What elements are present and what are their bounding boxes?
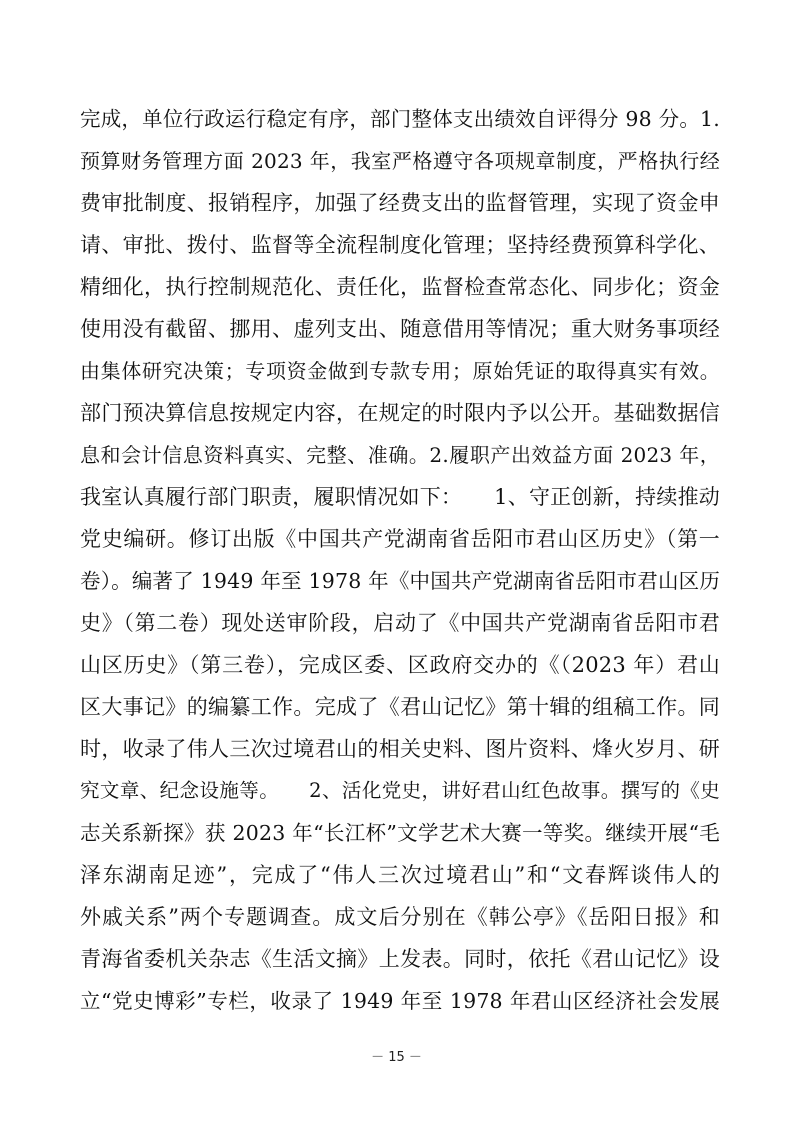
text-line: 党史编研。修订出版《中国共产党湖南省岳阳市君山区历史》（第一 xyxy=(80,527,720,551)
text-line: 卷）。编著了 1949 年至 1978 年《中国共产党湖南省岳阳市君山区历 xyxy=(80,569,721,593)
text-line: 区大事记》的编纂工作。完成了《君山记忆》第十辑的组稿工作。同 xyxy=(80,695,720,719)
text-line: 息和会计信息资料真实、完整、准确。2.履职产出效益方面 2023 年， xyxy=(80,443,720,467)
text-line: 请、审批、拨付、监督等全流程制度化管理；坚持经费预算科学化、 xyxy=(80,233,720,257)
text-line: 志关系新探》获 2023 年“长江杯”文学艺术大赛一等奖。继续开展“毛 xyxy=(80,821,720,845)
text-line: 使用没有截留、挪用、虚列支出、随意借用等情况；重大财务事项经 xyxy=(80,317,720,341)
text-line: 青海省委机关杂志《生活文摘》上发表。同时，依托《君山记忆》设 xyxy=(80,947,720,971)
text-line: 我室认真履行部门职责，履职情况如下： 1、守正创新，持续推动 xyxy=(80,485,720,509)
body-text xyxy=(80,98,720,1022)
text-line: 立“党史博彩”专栏，收录了 1949 年至 1978 年君山区经济社会发展 xyxy=(80,989,720,1013)
text-line: 山区历史》（第三卷），完成区委、区政府交办的《（2023 年）君山 xyxy=(80,653,720,677)
text-line: 时，收录了伟人三次过境君山的相关史料、图片资料、烽火岁月、研 xyxy=(80,737,720,761)
text-line: 外戚关系”两个专题调查。成文后分别在《韩公亭》《岳阳日报》和 xyxy=(80,905,720,929)
text-line: 精细化，执行控制规范化、责任化，监督检查常态化、同步化；资金 xyxy=(80,275,720,299)
page-number: － 15 － xyxy=(371,1050,422,1065)
text-line: 由集体研究决策；专项资金做到专款专用；原始凭证的取得真实有效。 xyxy=(80,359,720,383)
text-line: 完成，单位行政运行稳定有序，部门整体支出绩效自评得分 98 分。1. xyxy=(80,107,720,131)
text-line: 预算财务管理方面 2023 年，我室严格遵守各项规章制度，严格执行经 xyxy=(80,149,720,173)
text-line: 部门预决算信息按规定内容，在规定的时限内予以公开。基础数据信 xyxy=(80,401,720,425)
text-line: 泽东湖南足迹”，完成了“伟人三次过境君山”和“文春辉谈伟人的 xyxy=(80,863,720,887)
text-line: 费审批制度、报销程序，加强了经费支出的监督管理，实现了资金申 xyxy=(80,191,720,215)
text-line: 究文章、纪念设施等。 2、活化党史，讲好君山红色故事。撰写的《史 xyxy=(80,779,720,802)
text-line: 史》（第二卷）现处送审阶段，启动了《中国共产党湖南省岳阳市君 xyxy=(80,611,720,635)
